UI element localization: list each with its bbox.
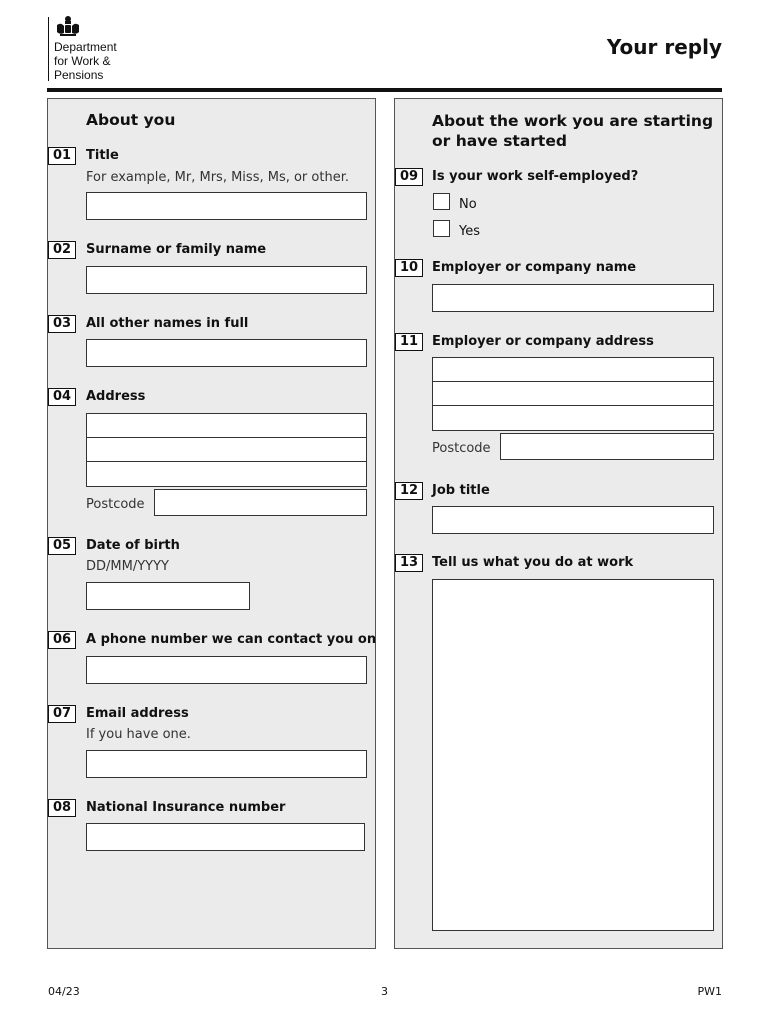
header-divider [47, 88, 722, 92]
about-you-heading: About you [86, 111, 176, 129]
question-number-02: 02 [48, 241, 76, 259]
date-of-birth-hint: DD/MM/YYYY [86, 559, 169, 574]
department-logo-text [54, 40, 117, 82]
other-names-field[interactable] [86, 339, 367, 367]
employer-postcode-label: Postcode [432, 441, 491, 456]
question-number-13: 13 [395, 554, 423, 572]
self-employed-label: Is your work self-employed? [432, 169, 639, 184]
page-title: Your reply [606, 35, 722, 59]
self-employed-yes-label: Yes [459, 224, 480, 239]
question-number-09: 09 [395, 168, 423, 186]
employer-address-line-3-field[interactable] [432, 405, 714, 431]
job-title-label: Job title [432, 483, 490, 498]
question-number-03: 03 [48, 315, 76, 333]
address-line-1-field[interactable] [86, 413, 367, 438]
employer-postcode-field[interactable] [500, 433, 714, 460]
question-number-10: 10 [395, 259, 423, 277]
national-insurance-field[interactable] [86, 823, 365, 851]
date-of-birth-label: Date of birth [86, 538, 180, 553]
question-number-06: 06 [48, 631, 76, 649]
email-address-label: Email address [86, 706, 189, 721]
job-title-field[interactable] [432, 506, 714, 534]
address-label: Address [86, 389, 146, 404]
footer-page-number: 3 [381, 985, 388, 998]
about-you-panel [47, 98, 376, 949]
national-insurance-label: National Insurance number [86, 800, 286, 815]
work-description-label: Tell us what you do at work [432, 555, 634, 570]
logo-divider [48, 17, 49, 81]
question-number-11: 11 [395, 333, 423, 351]
department-line-1: Department [54, 40, 117, 54]
phone-number-label: A phone number we can contact you on [86, 632, 377, 647]
self-employed-yes-checkbox[interactable] [433, 220, 450, 237]
footer-form-code: PW1 [697, 985, 722, 998]
surname-field[interactable] [86, 266, 367, 294]
self-employed-no-label: No [459, 197, 477, 212]
self-employed-no-checkbox[interactable] [433, 193, 450, 210]
footer-date: 04/23 [48, 985, 80, 998]
employer-address-label: Employer or company address [432, 334, 654, 349]
employer-name-field[interactable] [432, 284, 714, 312]
address-line-2-field[interactable] [86, 437, 367, 462]
work-description-field[interactable] [432, 579, 714, 931]
employer-name-label: Employer or company name [432, 260, 637, 275]
email-address-field[interactable] [86, 750, 367, 778]
title-field[interactable] [86, 192, 367, 220]
question-number-01: 01 [48, 147, 76, 165]
title-label: Title [86, 148, 119, 163]
address-postcode-field[interactable] [154, 489, 367, 516]
question-number-12: 12 [395, 482, 423, 500]
employer-address-line-1-field[interactable] [432, 357, 714, 382]
title-hint: For example, Mr, Mrs, Miss, Ms, or other. [86, 170, 349, 185]
royal-crest-icon [54, 15, 82, 37]
surname-label: Surname or family name [86, 242, 267, 257]
question-number-08: 08 [48, 799, 76, 817]
question-number-07: 07 [48, 705, 76, 723]
address-postcode-label: Postcode [86, 497, 145, 512]
work-heading-line-1: About the work you are starting [432, 112, 714, 130]
other-names-label: All other names in full [86, 316, 249, 331]
date-of-birth-field[interactable] [86, 582, 250, 610]
address-line-3-field[interactable] [86, 461, 367, 487]
email-address-hint: If you have one. [86, 727, 191, 742]
question-number-04: 04 [48, 388, 76, 406]
department-line-3: Pensions [54, 68, 104, 82]
question-number-05: 05 [48, 537, 76, 555]
phone-number-field[interactable] [86, 656, 367, 684]
employer-address-line-2-field[interactable] [432, 381, 714, 406]
work-heading-line-2: or have started [432, 132, 567, 150]
department-line-2: for Work & [54, 54, 111, 68]
